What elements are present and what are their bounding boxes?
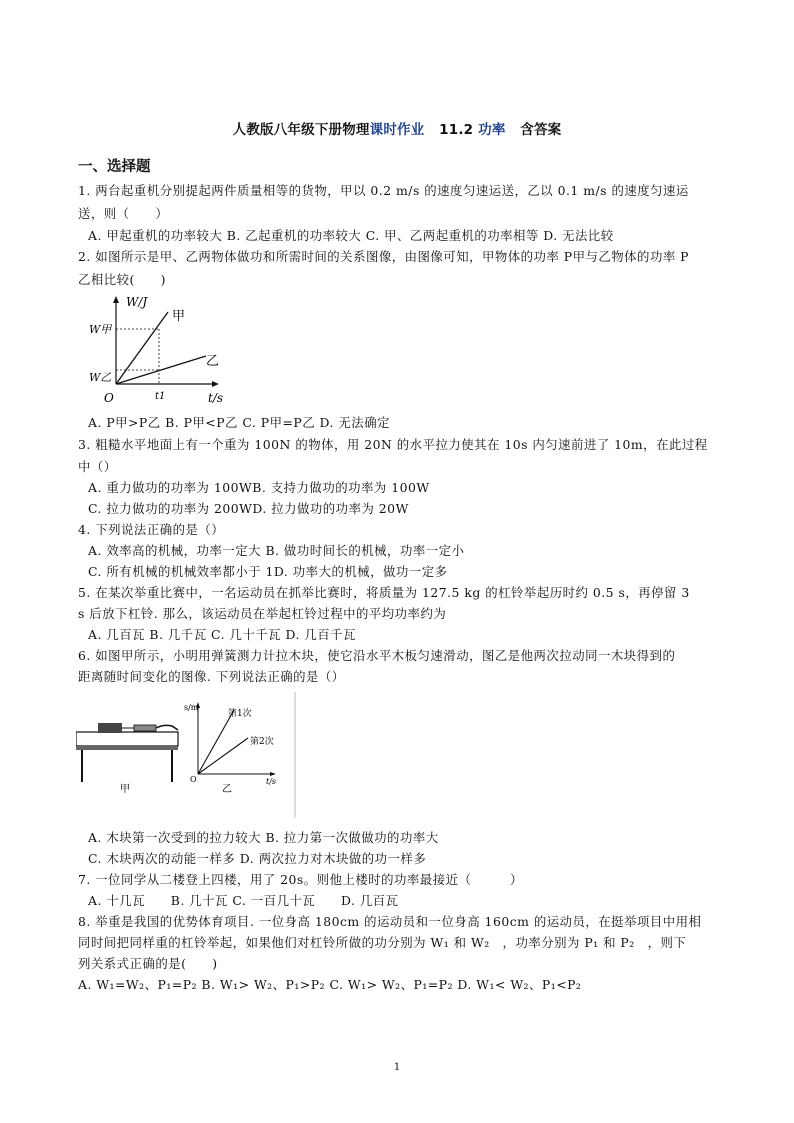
- q5-line1: 5. 在某次举重比赛中，一名运动员在抓举比赛时，将质量为 127.5 kg 的杠铃举起历时约 0.5 s，再停留 3: [78, 585, 690, 600]
- q6-options-2: C. 木块两次的动能一样多 D. 两次拉力对木块做的功一样多: [88, 851, 427, 866]
- q2-line2: 乙相比较( ): [78, 272, 167, 287]
- table-top: [76, 732, 178, 746]
- q6-options-1: A. 木块第一次受到的拉力较大 B. 拉力第一次做做功的功率大: [88, 830, 439, 845]
- q8-line1: 8. 举重是我国的优势体育项目. 一位身高 180cm 的运动员和一位身高 160cm 的运动员，在挺举项目中用相: [78, 914, 702, 929]
- label-first: 第1次: [228, 709, 252, 719]
- q4-line1: 4. 下列说法正确的是（）: [78, 522, 225, 537]
- spring-scale: [134, 725, 156, 731]
- label-second: 第2次: [250, 737, 274, 747]
- y-axis-arrow: [113, 296, 119, 303]
- x-axis-arrow: [212, 381, 219, 387]
- q4-options-2: C. 所有机械的机械效率都小于 1D. 功率大的机械，做功一定多: [88, 564, 448, 579]
- q5-line2: s 后放下杠铃. 那么，该运动员在举起杠铃过程中的平均功率约为: [78, 606, 447, 621]
- caption-jia: 甲: [120, 784, 130, 795]
- origin-label-6: O: [190, 775, 197, 784]
- t1-label: t1: [155, 391, 166, 402]
- q2-line1: 2. 如图所示是甲、乙两物体做功和所需时间的关系图像，由图像可知，甲物体的功率 P甲与乙物体的功率 P: [78, 249, 689, 264]
- title-part2: 课时作业: [369, 122, 425, 138]
- q8-line2: 同时间把同样重的杠铃举起，如果他们对杠铃所做的功分别为 W₁ 和 W₂ ，功率分别为 P₁ 和 P₂ ，则下: [78, 935, 687, 950]
- q8-line3: 列关系式正确的是( ): [78, 956, 218, 971]
- q3-options-1: A. 重力做功的功率为 100WB. 支持力做功的功率为 100W: [88, 480, 430, 495]
- q7-line1: 7. 一位同学从二楼登上四楼，用了 20s。则他上楼时的功率最接近（ ）: [78, 872, 523, 887]
- title-part4: 功率: [478, 122, 506, 138]
- y-axis-label-6: s/m: [184, 703, 199, 712]
- q6-line1: 6. 如图甲所示，小明用弹簧测力计拉木块，使它沿水平木板匀速滑动，图乙是他两次拉动同一木块得到的: [78, 648, 676, 663]
- caption-yi: 乙: [222, 784, 232, 795]
- label-yi: 乙: [206, 354, 220, 369]
- title-part3: 11.2: [439, 122, 474, 138]
- q7-options: A. 十几瓦 B. 几十瓦 C. 一百几十瓦 D. 几百瓦: [88, 893, 399, 908]
- label-jia: 甲: [172, 309, 186, 324]
- title-part5: 含答案: [520, 122, 562, 138]
- x-axis-label: t/s: [208, 391, 224, 405]
- line-jia: [116, 312, 168, 384]
- q1-line1: 1. 两台起重机分别提起两件质量相等的货物，甲以 0.2 m/s 的速度匀速运送，乙以 0.1 m/s 的速度匀速运: [78, 183, 689, 198]
- work-time-graph: [86, 292, 226, 411]
- wood-block: [98, 723, 122, 733]
- line-second: [198, 738, 248, 774]
- y-axis-label: W/J: [126, 295, 148, 309]
- line-first: [198, 710, 234, 774]
- q3-line2: 中（）: [78, 459, 117, 474]
- w-jia-label: W甲: [89, 323, 112, 336]
- q2-options: A. P甲>P乙 B. P甲<P乙 C. P甲=P乙 D. 无法确定: [88, 415, 390, 430]
- document-title: [0, 118, 794, 138]
- q1-options: A. 甲起重机的功率较大 B. 乙起重机的功率较大 C. 甲、乙两起重机的功率相等 D. 无法比较: [88, 228, 614, 243]
- section-heading: 一、选择题: [78, 159, 151, 175]
- q3-options-2: C. 拉力做功的功率为 200WD. 拉力做功的功率为 20W: [88, 501, 409, 516]
- x-axis-label-6: t/s: [266, 777, 277, 786]
- q8-options: A. W₁=W₂、P₁=P₂ B. W₁> W₂、P₁>P₂ C. W₁> W₂、P₁=P₂ D. W₁< W₂、P₁<P₂: [78, 977, 582, 992]
- origin-label: O: [104, 391, 114, 405]
- spring-scale-figure: [76, 692, 306, 824]
- q6-line2: 距离随时间变化的图像. 下列说法正确的是（）: [78, 669, 345, 684]
- x-axis-arrow-6: [270, 772, 276, 776]
- q4-options-1: A. 效率高的机械，功率一定大 B. 做功时间长的机械，功率一定小: [88, 543, 465, 558]
- page-number: 1: [393, 1062, 401, 1073]
- w-yi-label: W乙: [89, 371, 112, 384]
- hand: [156, 725, 178, 730]
- q3-line1: 3. 粗糙水平地面上有一个重为 100N 的物体，用 20N 的水平拉力使其在 10s 内匀速前进了 10m，在此过程: [78, 437, 708, 452]
- title-part1: 人教版八年级下册物理: [232, 122, 370, 138]
- table-edge: [76, 746, 178, 750]
- q1-line2: 送，则（ ）: [78, 206, 169, 221]
- q5-options: A. 几百瓦 B. 几千瓦 C. 几十千瓦 D. 几百千瓦: [88, 627, 356, 642]
